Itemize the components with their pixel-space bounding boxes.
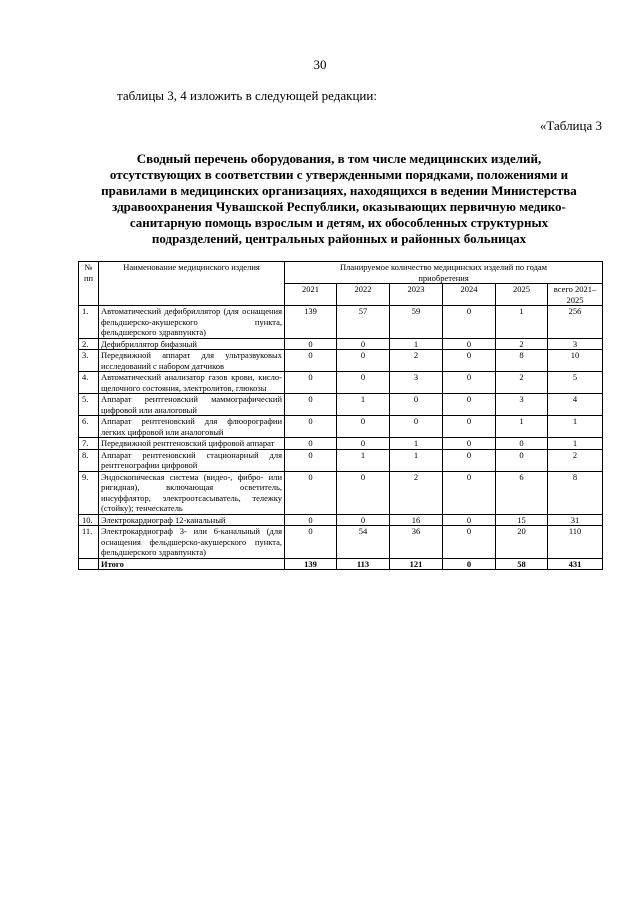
total-value: 139: [285, 558, 337, 570]
table-row: [79, 338, 603, 350]
header-planned: Планируемое количество медицинских изделий по годам приобретения: [285, 262, 603, 284]
row-number: 6.: [79, 416, 99, 438]
year-value: 2: [496, 372, 548, 394]
year-value: 1: [390, 338, 443, 350]
item-name: Автоматический анализатор газов крови, кисло-щелочного состояния, электролитов, глюкозы: [99, 372, 285, 394]
year-value: 0: [285, 449, 337, 471]
year-value: 16: [390, 514, 443, 526]
document-title: Сводный перечень оборудования, в том числе медицинских изделий, отсутствующих в соответствии с утвержденными порядками, положениями и правилами в медицинских организациях, находящихся в ведении Министерства здравоохранения Чувашской Республики, оказывающих первичную медико-санитарную помощь взрослым и детям, их обособленных структурных подразделений, центральных районных и районных больницах: [101, 151, 577, 246]
total-row: [79, 558, 603, 570]
table-row: [79, 306, 603, 339]
table-row: [79, 416, 603, 438]
year-value: 0: [443, 416, 496, 438]
year-value: 0: [285, 514, 337, 526]
year-value: 8: [496, 350, 548, 372]
item-name: Аппарат рентгеновский для флюорографии легких цифровой или аналоговый: [99, 416, 285, 438]
header-year: 2023: [390, 284, 443, 306]
year-value: 0: [337, 372, 390, 394]
year-value: 0: [390, 394, 443, 416]
row-number: 4.: [79, 372, 99, 394]
row-total-value: 4: [548, 394, 603, 416]
year-value: 1: [337, 449, 390, 471]
header-name: Наименование медицинского изделия: [99, 262, 285, 306]
header-year: 2024: [443, 284, 496, 306]
row-number: 5.: [79, 394, 99, 416]
item-name: Электрокардиограф 12-канальный: [99, 514, 285, 526]
year-value: 0: [285, 471, 337, 514]
row-number: 7.: [79, 438, 99, 450]
row-number: 9.: [79, 471, 99, 514]
table-row: [79, 526, 603, 559]
table-row: [79, 514, 603, 526]
year-value: 2: [390, 471, 443, 514]
year-value: 2: [496, 338, 548, 350]
row-number: 3.: [79, 350, 99, 372]
table-body: [79, 306, 603, 570]
row-total-value: 31: [548, 514, 603, 526]
header-total: всего 2021–2025: [548, 284, 603, 306]
year-value: 0: [443, 372, 496, 394]
item-name: Аппарат рентгеновский маммографический цифровой или аналоговый: [99, 394, 285, 416]
total-row-number: [79, 558, 99, 570]
table-row: [79, 471, 603, 514]
row-number: 1.: [79, 306, 99, 339]
row-number: 11.: [79, 526, 99, 559]
header-year: 2025: [496, 284, 548, 306]
table-reference: «Таблица 3: [539, 118, 602, 133]
item-name: Передвижной рентгеновский цифровой аппарат: [99, 438, 285, 450]
year-value: 1: [390, 449, 443, 471]
total-value: 113: [337, 558, 390, 570]
page-number: 30: [313, 57, 327, 72]
total-value: 121: [390, 558, 443, 570]
year-value: 0: [443, 338, 496, 350]
row-number: 2.: [79, 338, 99, 350]
year-value: 0: [337, 514, 390, 526]
row-number: 10.: [79, 514, 99, 526]
year-value: 1: [496, 416, 548, 438]
year-value: 0: [496, 449, 548, 471]
year-value: 0: [285, 416, 337, 438]
year-value: 36: [390, 526, 443, 559]
item-name: Дефибриллятор бифазный: [99, 338, 285, 350]
row-total-value: 8: [548, 471, 603, 514]
year-value: 15: [496, 514, 548, 526]
year-value: 0: [443, 306, 496, 339]
row-total-value: 2: [548, 449, 603, 471]
year-value: 0: [337, 416, 390, 438]
table-row: [79, 449, 603, 471]
year-value: 57: [337, 306, 390, 339]
row-total-value: 110: [548, 526, 603, 559]
total-value: 431: [548, 558, 603, 570]
table-row: [79, 350, 603, 372]
year-value: 1: [337, 394, 390, 416]
year-value: 0: [337, 471, 390, 514]
row-total-value: 10: [548, 350, 603, 372]
year-value: 0: [443, 394, 496, 416]
year-value: 0: [337, 338, 390, 350]
item-name: Электрокардиограф 3- или 6-канальный (для оснащения фельдшерско-акушерского пункта, фельдшерского здравпункта): [99, 526, 285, 559]
item-name: Автоматический дефибриллятор (для оснащения фельдшерско-акушерского пункта, фельдшерского здравпункта): [99, 306, 285, 339]
year-value: 20: [496, 526, 548, 559]
year-value: 0: [443, 449, 496, 471]
table-row: [79, 372, 603, 394]
header-year: 2021: [285, 284, 337, 306]
year-value: 2: [390, 350, 443, 372]
year-value: 0: [443, 438, 496, 450]
year-value: 1: [496, 306, 548, 339]
header-year: 2022: [337, 284, 390, 306]
year-value: 0: [337, 438, 390, 450]
year-value: 0: [285, 394, 337, 416]
year-value: 0: [443, 514, 496, 526]
year-value: 0: [285, 338, 337, 350]
header-num: № пп: [79, 262, 99, 306]
year-value: 0: [443, 471, 496, 514]
item-name: Аппарат рентгеновский стационарный для рентгенографии цифровой: [99, 449, 285, 471]
year-value: 54: [337, 526, 390, 559]
total-value: 0: [443, 558, 496, 570]
intro-text: таблицы 3, 4 изложить в следующей редакции:: [117, 88, 377, 103]
year-value: 0: [443, 350, 496, 372]
year-value: 3: [496, 394, 548, 416]
equipment-table: [78, 261, 603, 570]
row-total-value: 5: [548, 372, 603, 394]
total-label: Итого: [99, 558, 285, 570]
row-total-value: 1: [548, 416, 603, 438]
item-name: Эндоскопическая система (видео-, фибро- или ригидная), включающая осветитель, инсуффлятор, электроотсасыватель, тележку (стойку); тенческатель: [99, 471, 285, 514]
year-value: 0: [285, 438, 337, 450]
table-row: [79, 394, 603, 416]
table-row: [79, 438, 603, 450]
year-value: 0: [285, 372, 337, 394]
year-value: 0: [443, 526, 496, 559]
total-value: 58: [496, 558, 548, 570]
year-value: 0: [285, 526, 337, 559]
row-total-value: 256: [548, 306, 603, 339]
year-value: 1: [390, 438, 443, 450]
year-value: 0: [496, 438, 548, 450]
row-number: 8.: [79, 449, 99, 471]
year-value: 6: [496, 471, 548, 514]
year-value: 59: [390, 306, 443, 339]
year-value: 0: [390, 416, 443, 438]
year-value: 0: [337, 350, 390, 372]
item-name: Передвижной аппарат для ультразвуковых исследований с набором датчиков: [99, 350, 285, 372]
row-total-value: 1: [548, 438, 603, 450]
year-value: 3: [390, 372, 443, 394]
row-total-value: 3: [548, 338, 603, 350]
year-value: 139: [285, 306, 337, 339]
year-value: 0: [285, 350, 337, 372]
